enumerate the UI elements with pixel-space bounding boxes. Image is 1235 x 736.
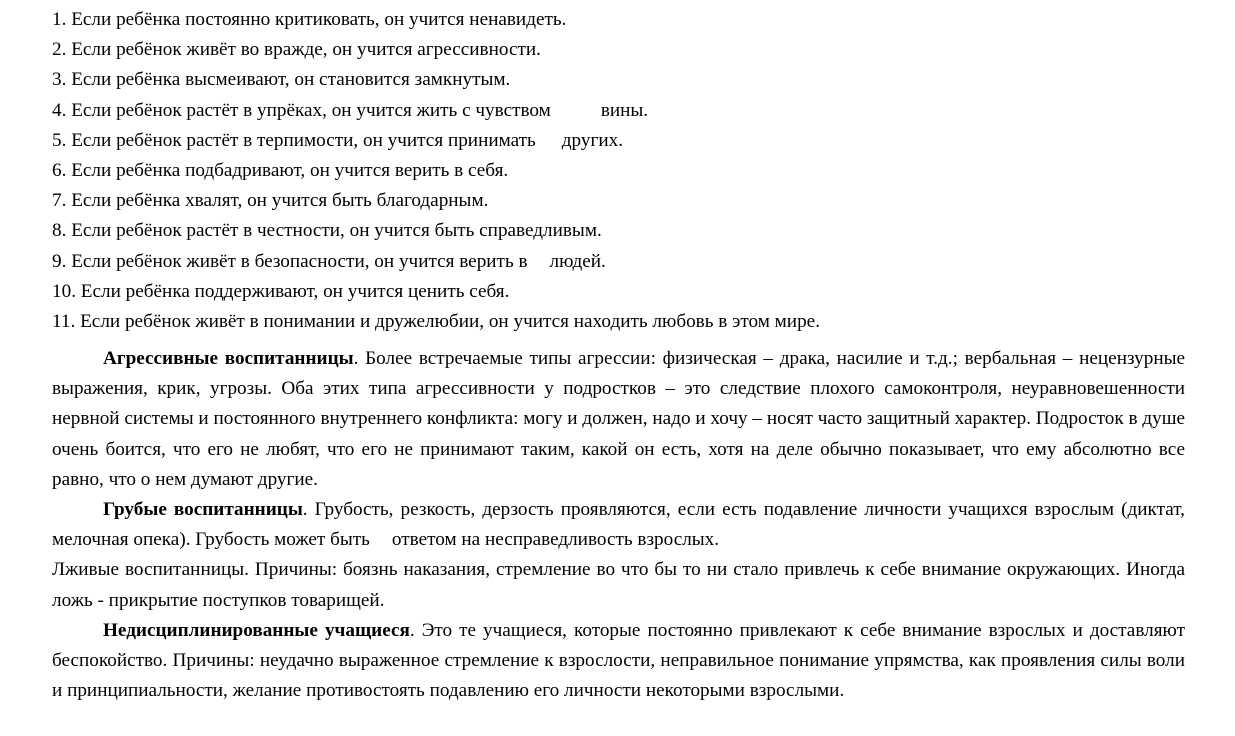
list-item-tail: людей.	[549, 250, 606, 272]
list-item-text: Если ребёнка поддерживают, он учится ценить себя.	[80, 280, 510, 302]
paragraph-text: ответом на несправедливость взрослых.	[391, 529, 720, 551]
numbered-list	[52, 5, 1185, 337]
list-item-number: 11.	[52, 310, 76, 332]
list-item	[52, 216, 1185, 246]
list-item-number: 3.	[52, 69, 67, 91]
term-rude: Грубые воспитанницы	[103, 499, 303, 521]
list-item-text: Если ребёнок живёт в понимании и дружелюбии, он учится находить любовь в этом мире.	[80, 310, 820, 332]
list-item	[52, 247, 1185, 277]
list-item	[52, 186, 1185, 216]
list-item-number: 6.	[52, 159, 67, 181]
list-item	[52, 307, 1185, 337]
paragraph-undisciplined	[52, 616, 1185, 707]
list-item-number: 5.	[52, 129, 67, 151]
list-item	[52, 35, 1185, 65]
paragraph-text: . Более встречаемые типы агрессии: физическая – драка, насилие и т.д.; вербальная – нецензурные выражения, крик, угрозы. Оба этих типа агрессивности у подростков – это следствие плохого самоконтроля, неуравновешенности нервной системы и постоянного внутреннего конфликта: могу и должен, надо и хочу – носят часто защитный характер. Подросток в душе очень боится, что его не любят, что его не принимают таким, какой он есть, хотя на деле обычно показывает, что ему абсолютно все равно, что о нем думают другие.	[52, 348, 1185, 490]
paragraph-rude	[52, 495, 1185, 555]
list-item-number: 4.	[52, 99, 67, 121]
list-item-text: Если ребёнок живёт во вражде, он учится агрессивности.	[71, 39, 541, 61]
list-item-number: 2.	[52, 39, 67, 61]
list-item	[52, 277, 1185, 307]
list-item-tail: других.	[561, 129, 624, 151]
list-item-text: Если ребёнка высмеивают, он становится замкнутым.	[71, 69, 511, 91]
list-item	[52, 5, 1185, 35]
list-item-text: Если ребёнка хвалят, он учится быть благодарным.	[71, 190, 489, 212]
list-item-text: Если ребёнок растёт в честности, он учится быть справедливым.	[71, 220, 602, 242]
paragraph-text: Лживые воспитанницы. Причины: боязнь наказания, стремление во что бы то ни стало привлечь к себе внимание окружающих. Иногда ложь - прикрытие поступков товарищей.	[52, 559, 1185, 611]
paragraph-text: . Это те учащиеся, которые постоянно привлекают к себе внимание взрослых и доставляют беспокойство. Причины: неудачно выраженное стремление к взрослости, неправильное понимание упрямства, как проявления силы воли и принципиальности, желание противостоять подавлению его личности некоторыми взрослыми.	[52, 619, 1185, 702]
list-item	[52, 156, 1185, 186]
list-item-text: Если ребёнка постоянно критиковать, он учится ненавидеть.	[71, 9, 567, 30]
list-item-number: 1.	[52, 9, 67, 30]
list-item-text: Если ребёнок живёт в безопасности, он учится верить в	[71, 250, 528, 272]
list-item-text: Если ребёнок растёт в упрёках, он учится жить с чувством	[71, 99, 551, 121]
paragraph-text: . Грубость, резкость, дерзость проявляются, если есть подавление личности учащихся взрослым (диктат, мелочная опека). Грубость может быть	[52, 499, 1185, 551]
list-item-number: 9.	[52, 250, 67, 272]
list-item	[52, 96, 1185, 126]
list-item-number: 7.	[52, 190, 67, 212]
term-undisciplined: Недисциплинированные учащиеся	[103, 619, 410, 641]
list-item-number: 10.	[52, 280, 76, 302]
list-item	[52, 65, 1185, 95]
paragraph-lying	[52, 555, 1185, 615]
list-item	[52, 126, 1185, 156]
document-page	[52, 5, 1185, 707]
list-item-text: Если ребёнка подбадривают, он учится верить в себя.	[71, 159, 509, 181]
term-aggressive: Агрессивные воспитанницы	[103, 348, 354, 370]
paragraph-aggressive	[52, 344, 1185, 495]
list-item-tail: вины.	[600, 99, 649, 121]
list-item-text: Если ребёнок растёт в терпимости, он учится принимать	[71, 129, 536, 151]
list-item-number: 8.	[52, 220, 67, 242]
